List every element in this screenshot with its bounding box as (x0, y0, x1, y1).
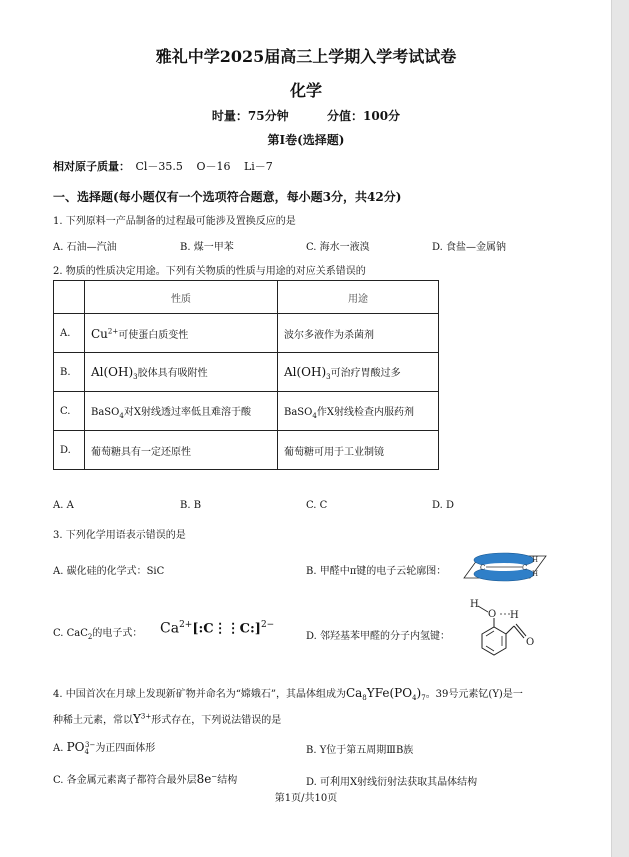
row-label: C. (54, 392, 85, 431)
svg-text:C: C (480, 564, 486, 572)
svg-text:H: H (532, 556, 539, 564)
q2-stem: 2. 物质的性质决定用途。下列有关物质的性质与用途的对应关系错误的 (53, 266, 366, 277)
row-label: B. (54, 353, 85, 392)
atomic-masses (53, 158, 273, 174)
row-property: BaSO$_4$对X射线透过率低且难溶于酸 (85, 392, 278, 431)
table-row (54, 353, 439, 392)
atomic-mass-o: O－16 (196, 160, 231, 173)
q3-option-a: A. 碳化硅的化学式：SiC (53, 566, 165, 577)
exam-title: 雅礼中学2025届高三上学期入学考试试卷 (155, 47, 457, 66)
table-header-property: 性质 (85, 281, 278, 314)
section-heading: 一、选择题(每小题仅有一个选项符合题意，每小题3分，共42分) (53, 190, 402, 204)
svg-text:H: H (510, 610, 519, 621)
q4-stem-line2: 种稀土元素，常以$Y^{3+}$形式存在，下列说法错误的是 (53, 712, 282, 726)
score-label: 分值：100分 (327, 109, 401, 123)
row-use: 波尔多液作为杀菌剂 (278, 314, 439, 353)
table-header-blank (54, 281, 85, 314)
atomic-mass-cl: Cl－35.5 (135, 160, 183, 173)
row-use: $Al(OH)_3$可治疗胃酸过多 (278, 353, 439, 392)
page-footer: 第1页/共10页 (274, 793, 338, 804)
q4-option-b: B. Y位于第五周期ⅢB族 (306, 745, 414, 756)
row-property: 葡萄糖具有一定还原性 (85, 431, 278, 470)
q2-option-c: C. C (306, 500, 328, 511)
q1-option-d: D. 食盐—金属钠 (432, 242, 507, 253)
time-label: 时量：75分钟 (211, 109, 289, 123)
q4-option-d: D. 可利用X射线衍射法获取其晶体结构 (306, 777, 478, 788)
table-header-use: 用途 (278, 281, 439, 314)
svg-text:O: O (488, 609, 497, 620)
row-property: $Cu^{2+}$可使蛋白质变性 (85, 314, 278, 353)
row-use: BaSO$_4$作X射线检查内服药剂 (278, 392, 439, 431)
table-row (54, 431, 439, 470)
q3-option-c: C. CaC$_2$的电子式： (53, 628, 143, 641)
subject-title: 化学 (289, 81, 322, 100)
table-row (54, 314, 439, 353)
svg-text:C: C (522, 564, 528, 572)
table-row (54, 392, 439, 431)
q1-stem: 1. 下列原料一产品制备的过程最可能涉及置换反应的是 (53, 216, 296, 227)
q2-table (53, 280, 439, 470)
hydrogen-bond-structure (464, 598, 550, 664)
pi-bond-diagram (456, 548, 552, 584)
svg-text:O: O (526, 637, 535, 648)
vertical-scrollbar[interactable] (611, 0, 629, 857)
time-score-line (0, 107, 612, 124)
q1-option-c: C. 海水一液溴 (306, 242, 370, 253)
atomic-mass-li: Li－7 (243, 160, 273, 173)
atomic-masses-label: 相对原子质量： (53, 160, 130, 173)
table-header-row (54, 281, 439, 314)
row-label: D. (54, 431, 85, 470)
q3-option-d: D. 邻羟基苯甲醛的分子内氢键： (306, 631, 451, 642)
row-property: $Al(OH)_3$胶体具有吸附性 (85, 353, 278, 392)
q4-stem-line1: 4. 中国首次在月球上发现新矿物并命名为“嫦娥石”，其晶体组成为$Ca_8YFe(PO_4)_7$。39号元素钇(Y)是一 (53, 686, 523, 702)
row-label: A. (54, 314, 85, 353)
q2-option-b: B. B (180, 500, 202, 511)
q2-option-d: D. D (432, 500, 455, 511)
q3-option-b: B. 甲醛中π键的电子云轮廓图： (306, 566, 447, 577)
q4-option-c: C. 各金属元素离子都符合最外层8e−结构 (53, 772, 238, 786)
q2-option-a: A. A (53, 500, 74, 511)
q4-option-a: A. $PO_4^{3-}$为正四面体形 (53, 740, 156, 756)
q3-stem: 3. 下列化学用语表示错误的是 (53, 530, 186, 541)
svg-text:H: H (532, 570, 539, 578)
svg-text:H: H (470, 599, 479, 610)
q1-option-a: A. 石油—汽油 (53, 242, 117, 253)
volume-title: 第Ⅰ卷(选择题) (267, 133, 345, 147)
q1-option-b: B. 煤一甲苯 (180, 242, 234, 253)
row-use: 葡萄糖可用于工业制镜 (278, 431, 439, 470)
electron-formula: $Ca^{2+}[:C⋮⋮C:]^{2-}$ (160, 620, 275, 637)
